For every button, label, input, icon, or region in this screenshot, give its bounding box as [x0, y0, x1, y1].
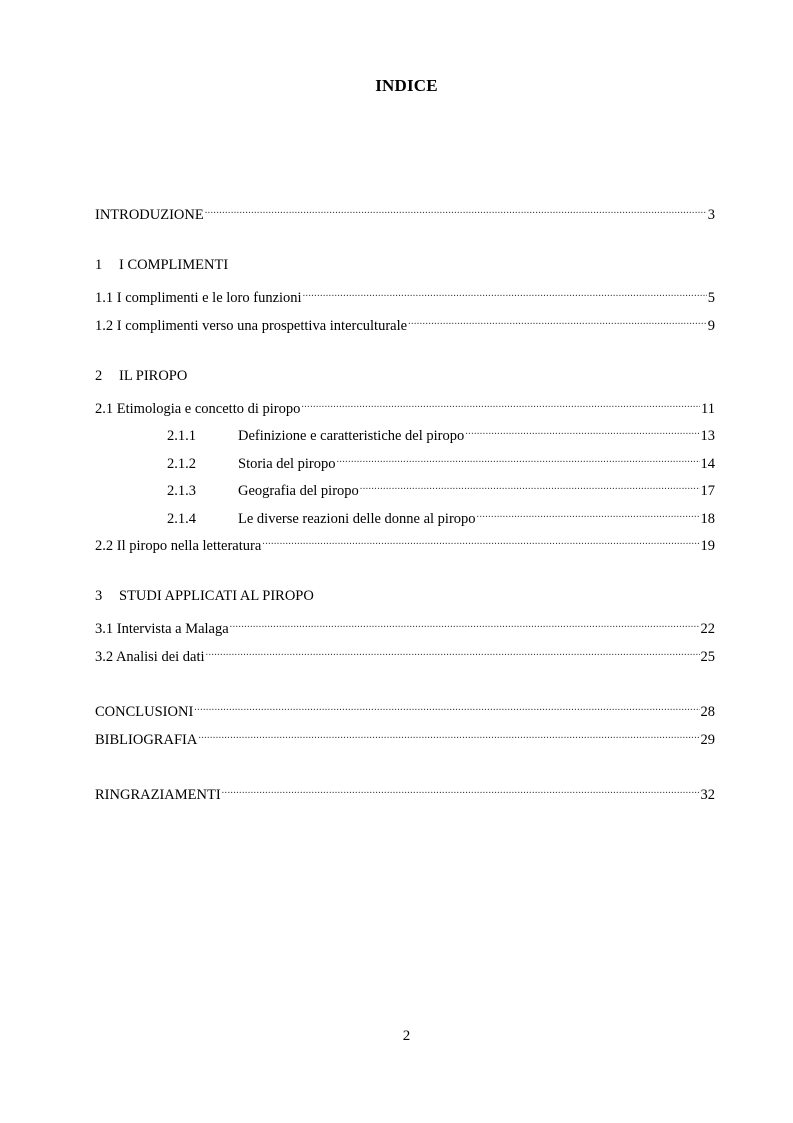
toc-entry-page: 17 — [700, 483, 715, 499]
toc-entry-page: 25 — [700, 649, 715, 665]
chapter-number: 3 — [95, 588, 103, 604]
toc-entry-2-1-4[interactable] — [167, 505, 715, 527]
toc-entry-page: 18 — [700, 511, 715, 527]
toc-entry-page: 19 — [700, 538, 715, 554]
toc-entry-conclusioni[interactable] — [95, 698, 715, 720]
dot-leader — [205, 201, 707, 219]
toc-entry-label: Geografia del piropo — [238, 483, 359, 499]
dot-leader — [360, 477, 700, 495]
toc-entry-page: 14 — [700, 456, 715, 472]
toc-entry-2-1-3[interactable] — [167, 477, 715, 499]
toc-entry-label: Definizione e caratteristiche del piropo — [238, 428, 465, 444]
toc-entry-label: Le diverse reazioni delle donne al piropo — [238, 511, 476, 527]
chapter-heading-2[interactable] — [95, 367, 187, 385]
chapter-heading-1[interactable] — [95, 256, 228, 274]
toc-entry-number: 2.1.1 — [167, 428, 196, 444]
dot-leader — [206, 643, 700, 661]
chapter-label: STUDI APPLICATI AL PIROPO — [119, 588, 314, 604]
table-of-contents — [95, 0, 715, 1123]
toc-entry-label: RINGRAZIAMENTI — [95, 787, 221, 803]
toc-entry-number: 2.1.2 — [167, 456, 196, 472]
toc-entry-number: 2.1.4 — [167, 511, 196, 527]
toc-entry-label: 1.1 I complimenti e le loro funzioni — [95, 290, 302, 306]
toc-entry-introduzione[interactable] — [95, 201, 715, 223]
toc-entry-label: 2.2 Il piropo nella letteratura — [95, 538, 262, 554]
dot-leader — [222, 781, 700, 799]
toc-entry-page: 11 — [701, 401, 715, 417]
chapter-label: I COMPLIMENTI — [119, 257, 229, 273]
toc-entry-number: 2.1.3 — [167, 483, 196, 499]
toc-entry-label: 3.2 Analisi dei dati — [95, 649, 205, 665]
toc-entry-2-1[interactable] — [95, 395, 715, 417]
toc-entry-2-2[interactable] — [95, 532, 715, 554]
toc-entry-2-1-1[interactable] — [167, 422, 715, 444]
toc-entry-label: 1.2 I complimenti verso una prospettiva interculturale — [95, 318, 408, 334]
toc-entry-label: CONCLUSIONI — [95, 704, 194, 720]
dot-leader — [194, 698, 699, 716]
toc-entry-1-2[interactable] — [95, 312, 715, 334]
chapter-heading-3[interactable] — [95, 587, 314, 605]
toc-entry-page: 22 — [700, 621, 715, 637]
toc-entry-3-2[interactable] — [95, 643, 715, 665]
chapter-number: 1 — [95, 257, 103, 273]
toc-entry-label: INTRODUZIONE — [95, 207, 204, 223]
dot-leader — [198, 726, 699, 744]
chapter-number: 2 — [95, 368, 103, 384]
toc-entry-page: 13 — [700, 428, 715, 444]
dot-leader — [465, 422, 699, 440]
page-number: 2 — [402, 1028, 411, 1044]
toc-entry-1-1[interactable] — [95, 284, 715, 306]
toc-entry-page: 29 — [700, 732, 715, 748]
toc-entry-label: BIBLIOGRAFIA — [95, 732, 198, 748]
toc-entry-page: 5 — [707, 290, 715, 306]
dot-leader — [303, 284, 707, 302]
dot-leader — [230, 615, 700, 633]
dot-leader — [262, 532, 699, 550]
toc-entry-page: 9 — [707, 318, 715, 334]
toc-entry-label: 3.1 Intervista a Malaga — [95, 621, 229, 637]
toc-entry-page: 3 — [707, 207, 715, 223]
dot-leader — [301, 395, 700, 413]
toc-entry-2-1-2[interactable] — [167, 450, 715, 472]
chapter-label: IL PIROPO — [119, 368, 188, 384]
toc-entry-page: 28 — [700, 704, 715, 720]
page-title: INDICE — [375, 76, 438, 95]
dot-leader — [336, 450, 699, 468]
toc-entry-page: 32 — [700, 787, 715, 803]
dot-leader — [408, 312, 707, 330]
toc-entry-3-1[interactable] — [95, 615, 715, 637]
toc-entry-bibliografia[interactable] — [95, 726, 715, 748]
dot-leader — [477, 505, 700, 523]
toc-entry-label: 2.1 Etimologia e concetto di piropo — [95, 401, 301, 417]
toc-entry-label: Storia del piropo — [238, 456, 336, 472]
toc-entry-ringraziamenti[interactable] — [95, 781, 715, 803]
